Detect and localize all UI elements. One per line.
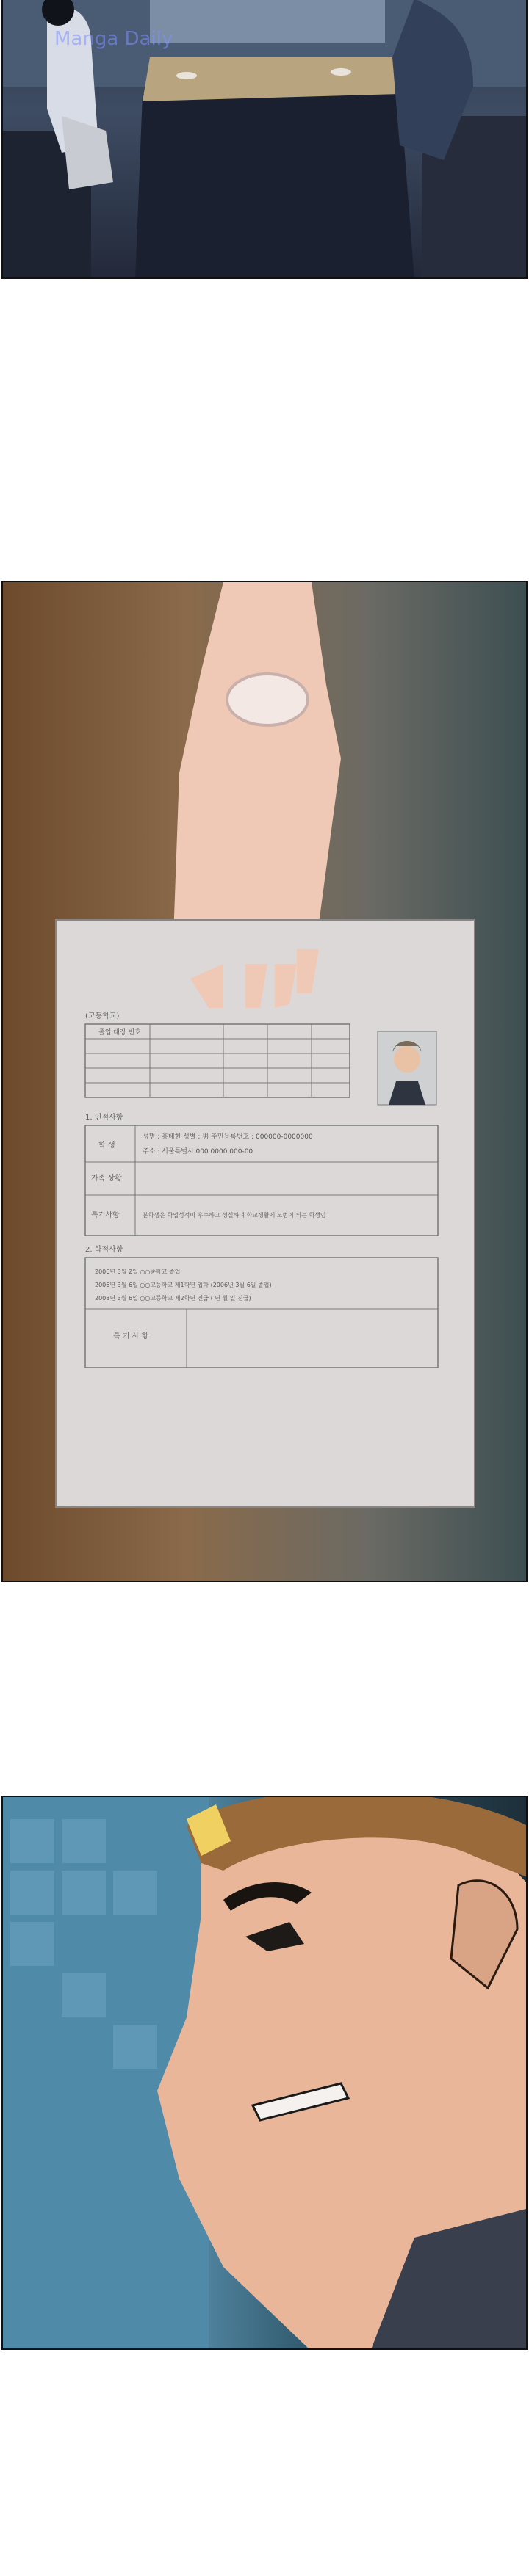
- school-section-label: (고등학교): [85, 1012, 120, 1020]
- special-label: 특기사항: [91, 1211, 120, 1219]
- document-panel: [1, 581, 528, 1582]
- grade-header: 졸업 대장 번호: [98, 1029, 141, 1037]
- wristwatch-icon: [227, 674, 308, 725]
- face-scene: [3, 1797, 528, 2350]
- history-line-1: 2006년 3월 2일 ○○중학교 졸업: [95, 1269, 181, 1275]
- watermark-text: Manga Daily: [54, 28, 173, 50]
- section1-label: 1. 인적사항: [85, 1114, 123, 1122]
- history-line-2: 2006년 3월 6일 ○○고등학교 제1학년 입학 (2006년 3월 6일 졸업): [95, 1282, 272, 1288]
- family-label: 가족 상황: [91, 1175, 122, 1183]
- name-line: 성명 : 홍태현 성별 : 男 주민등록번호 : 000000-0000000: [143, 1133, 313, 1141]
- special-text: 본학생은 학업성적이 우수하고 성실하며 학교생활에 모범이 되는 학생임: [143, 1212, 326, 1219]
- document-scene: [3, 582, 528, 1582]
- address-line: 주소 : 서울특별시 000 0000 000-00: [143, 1148, 253, 1155]
- history-special-label: 특 기 사 항: [113, 1332, 149, 1340]
- face-closeup-panel: [1, 1796, 528, 2350]
- office-panel: [1, 0, 528, 279]
- history-line-3: 2008년 3월 6일 ○○고등학교 제2학년 진급 ( 년 월 일 진급): [95, 1295, 251, 1302]
- name-label: 학 생: [98, 1142, 115, 1150]
- section2-label: 2. 학적사항: [85, 1246, 123, 1254]
